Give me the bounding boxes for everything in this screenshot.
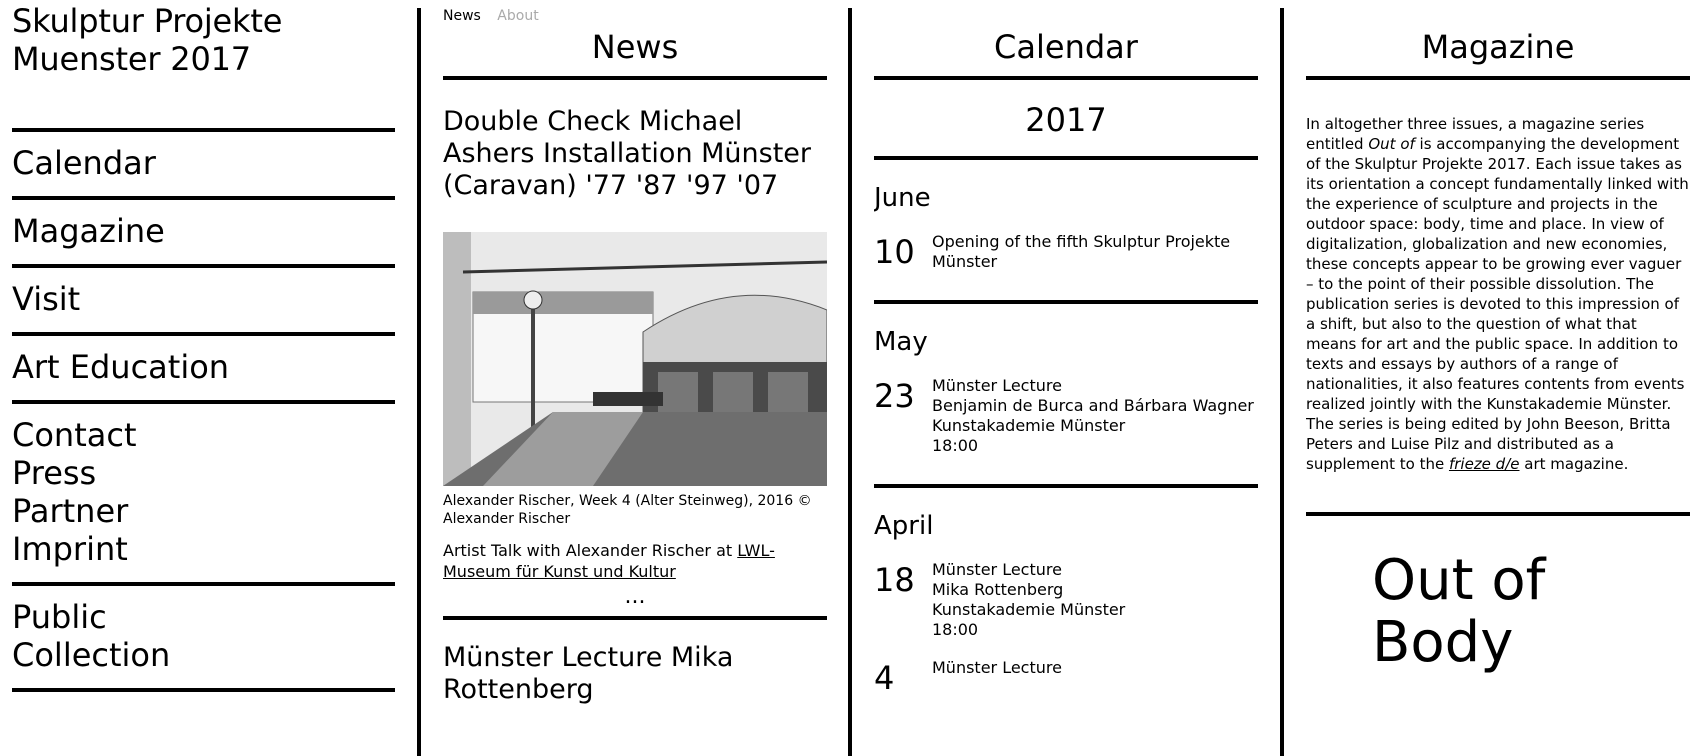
magazine-intro	[1306, 114, 1690, 474]
magazine-intro-c: art magazine.	[1519, 455, 1629, 473]
calendar-event[interactable]	[874, 374, 1258, 456]
calendar-event-line: Münster Lecture	[932, 560, 1062, 579]
calendar-event-line: Opening of the fifth Skulptur Projekte Münster	[932, 232, 1231, 271]
calendar-event-line: Benjamin de Burca and Bárbara Wagner	[932, 396, 1254, 415]
tab-about[interactable]: About	[497, 8, 539, 24]
calendar-month: June	[874, 183, 931, 213]
nav-group	[12, 586, 212, 688]
magazine-intro-em: Out of	[1368, 135, 1415, 153]
news-item-more[interactable]: ...	[624, 584, 646, 609]
magazine-issue-title[interactable]: Out of Body	[1372, 548, 1546, 675]
frieze-link[interactable]: frieze d/e	[1448, 455, 1520, 473]
calendar-event-line: Mika Rottenberg	[932, 580, 1064, 599]
magazine-intro-a: In altogether three issues, a magazine series entitled	[1306, 115, 1645, 153]
calendar-event-line: 18:00	[932, 436, 979, 455]
news-item-text	[443, 540, 827, 582]
calendar-heading-rule	[874, 76, 1258, 80]
news-column	[443, 0, 827, 756]
divider-3	[1280, 8, 1284, 756]
nav-item-public-collection[interactable]: Public Collection	[12, 598, 171, 674]
calendar-column	[874, 0, 1258, 756]
calendar-event[interactable]	[874, 230, 1258, 272]
calendar-event-day: 23	[874, 377, 915, 415]
news-item-rule	[443, 616, 827, 620]
nav-item-contact[interactable]: Contact	[12, 416, 137, 454]
tab-news[interactable]: News	[443, 8, 481, 24]
magazine-column	[1306, 0, 1690, 756]
calendar-months	[874, 182, 1258, 696]
calendar-month: April	[874, 511, 934, 541]
calendar-event-text	[932, 230, 1258, 272]
main-nav	[12, 128, 395, 692]
calendar-event-line: Kunstakademie Münster	[932, 416, 1126, 435]
nav-group	[12, 404, 395, 582]
nav-group	[12, 200, 395, 264]
magazine-heading-rule	[1306, 76, 1690, 80]
nav-item-calendar[interactable]: Calendar	[12, 144, 156, 182]
news-item-2-title[interactable]: Münster Lecture Mika Rottenberg	[443, 642, 734, 705]
calendar-event[interactable]	[874, 656, 1258, 696]
news-item-text-prefix: Artist Talk with Alexander Rischer at	[443, 541, 738, 560]
calendar-event-day: 18	[874, 561, 915, 599]
nav-item-partner[interactable]: Partner	[12, 492, 129, 530]
magazine-intro-b: is accompanying the development of the Skulptur Projekte 2017. Each issue takes as its orientation a concept fundamentally linked with the experience of sculpture and projects in the outdoor space: body, time and place. In view of digitalization, globalization and new economies, these concepts appear to be growing ever vaguer – to the point of their possible dissolution. The publication series is devoted to this impression of a shift, but also to the question of what that means for art and the public space. In addition to texts and essays by authors of a range of nationalities, it also features contents from events realized jointly with the Kunstakademie Münster. The series is being edited by John Beeson, Britta Peters and Luise Pilz and distributed as a supplement to the	[1306, 135, 1689, 473]
nav-item-art-education[interactable]: Art Education	[12, 348, 230, 386]
nav-item-magazine[interactable]: Magazine	[12, 212, 165, 250]
divider-1	[417, 8, 421, 756]
calendar-month: May	[874, 327, 928, 357]
news-tabs	[443, 7, 827, 27]
left-navigation	[12, 0, 395, 756]
calendar-month-rule	[874, 300, 1258, 304]
lwl-museum-link[interactable]: LWL-Museum für Kunst und Kultur	[443, 541, 775, 581]
news-item-title[interactable]: Double Check Michael Ashers Installation Münster (Caravan) '77 '87 '97 '07	[443, 106, 812, 201]
news-item-caption: Alexander Rischer, Week 4 (Alter Steinweg), 2016 © Alexander Rischer	[443, 493, 812, 527]
nav-group	[12, 336, 395, 400]
street-photo-image	[443, 232, 827, 486]
calendar-heading: Calendar	[994, 28, 1138, 66]
calendar-event[interactable]	[874, 558, 1258, 640]
calendar-event-line: Kunstakademie Münster	[932, 600, 1126, 619]
calendar-event-line: Münster Lecture	[932, 658, 1062, 677]
nav-item-visit[interactable]: Visit	[12, 280, 81, 318]
calendar-event-text	[932, 656, 1062, 696]
divider-2	[848, 8, 852, 756]
magazine-rule	[1306, 512, 1690, 516]
nav-item-press[interactable]: Press	[12, 454, 97, 492]
news-heading-rule	[443, 76, 827, 80]
site-title-text[interactable]: Skulptur Projekte Muenster 2017	[12, 2, 283, 78]
news-item-photo[interactable]	[443, 232, 827, 486]
calendar-event-line: 18:00	[932, 620, 979, 639]
calendar-event-text	[932, 558, 1125, 640]
calendar-event-line: Münster Lecture	[932, 376, 1062, 395]
nav-rule	[12, 688, 395, 692]
nav-group	[12, 268, 395, 332]
nav-group	[12, 132, 395, 196]
nav-item-imprint[interactable]: Imprint	[12, 530, 128, 568]
calendar-event-day: 4	[874, 659, 895, 697]
calendar-event-day: 10	[874, 233, 915, 271]
calendar-month-rule	[874, 484, 1258, 488]
calendar-year-rule	[874, 156, 1258, 160]
calendar-event-text	[932, 374, 1254, 456]
magazine-heading: Magazine	[1421, 28, 1575, 66]
news-heading: News	[591, 28, 679, 66]
site-title[interactable]	[12, 2, 312, 78]
calendar-year: 2017	[1025, 101, 1107, 139]
